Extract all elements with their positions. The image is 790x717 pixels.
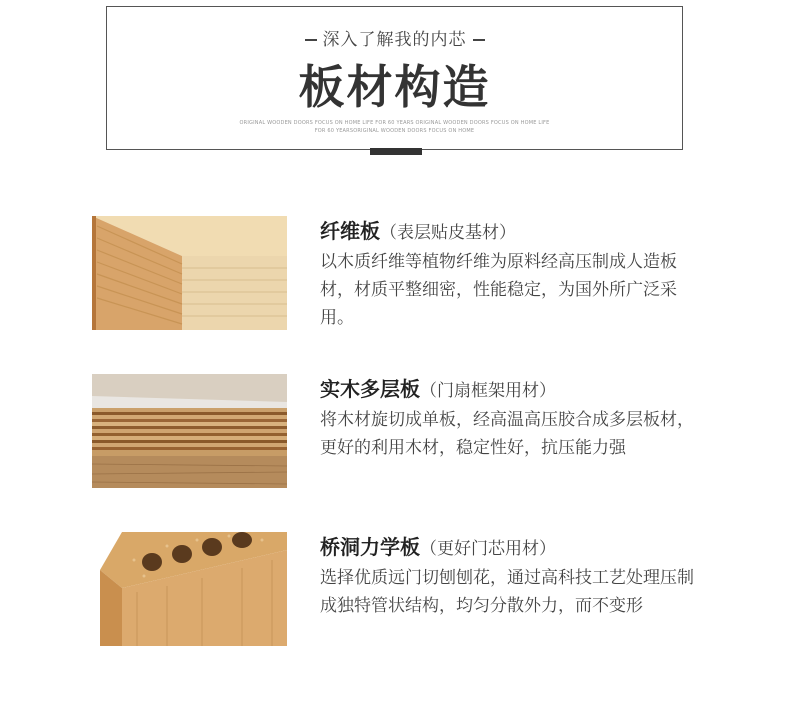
section-title: 板材构造 [298,60,491,114]
item-note: （更好门芯用材） [420,539,556,559]
item-name: 纤维板 [320,219,380,243]
item-description: 以木质纤维等植物纤维为原料经高压制成人造板材，材质平整细密，性能稳定，为国外所广泛采用。 [320,252,677,328]
item-note: （表层贴皮基材） [380,223,516,243]
section-header [106,6,683,150]
item-title [320,374,705,406]
dash-right [473,39,485,41]
multilayer-text [320,374,705,462]
fiberboard-text [320,216,705,332]
tubular-board-image [92,532,287,646]
dash-left [305,39,317,41]
item-note: （门扇框架用材） [420,381,556,401]
title-underbar [370,148,422,155]
item-description: 将木材旋切成单板，经高温高压胶合成多层板材，更好的利用木材，稳定性好，抗压能力强 [320,410,694,458]
fiberboard-image [92,216,287,330]
section-subtitle [107,25,682,50]
multilayer-board-image [92,374,287,488]
subtitle-text: 深入了解我的内芯 [322,30,467,50]
item-name: 实木多层板 [320,377,420,401]
english-line-2: FOR 60 YEARSORIGINAL WOODEN DOORS FOCUS ON HOME [314,128,475,134]
item-title [320,532,705,564]
english-line-1: ORIGINAL WOODEN DOORS FOCUS ON HOME LIFE FOR 60 YEARS ORIGINAL WOODEN DOORS FOCUS ON HOME LIFE [239,120,550,126]
item-title [320,216,705,248]
item-description: 选择优质远门切刨刨花，通过高科技工艺处理压制成独特管状结构，均匀分散外力，而不变形 [320,568,694,616]
english-tagline [107,119,682,135]
tubular-board-text [320,532,705,620]
item-name: 桥洞力学板 [320,535,420,559]
